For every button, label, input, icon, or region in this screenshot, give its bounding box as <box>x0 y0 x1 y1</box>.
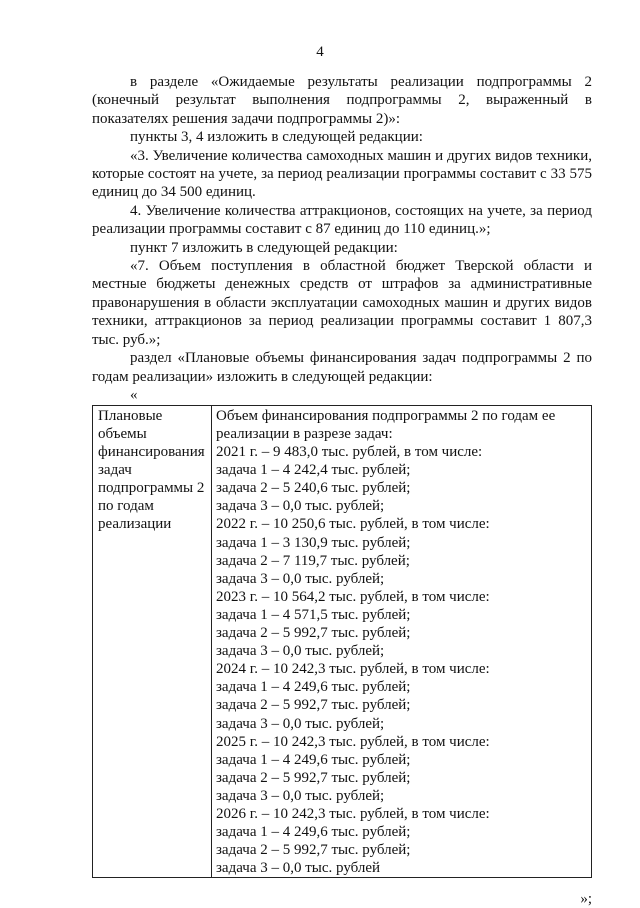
financing-line: задача 2 – 7 119,7 тыс. рублей; <box>216 552 410 569</box>
table-row <box>93 405 592 877</box>
open-quote: « <box>130 386 138 403</box>
financing-line: 2024 г. – 10 242,3 тыс. рублей, в том числе: <box>216 661 490 678</box>
financing-line: задача 1 – 4 571,5 тыс. рублей; <box>216 606 411 623</box>
heading-line: реализации <box>98 516 172 533</box>
heading-line: финансирования <box>98 444 205 461</box>
financing-line: 2026 г. – 10 242,3 тыс. рублей, в том числе: <box>216 805 490 822</box>
paragraph-section-results: в разделе «Ожидаемые результаты реализации подпрограммы 2 (конечный результат выполнения подпрограммы 2, выраженный в показателях решения задачи подпрограммы 2)»: <box>92 74 592 127</box>
financing-line: задача 3 – 0,0 тыс. рублей; <box>216 643 385 660</box>
financing-line: задача 2 – 5 992,7 тыс. рублей; <box>216 625 411 642</box>
paragraph-item-7-intro: пункт 7 изложить в следующей редакции: <box>130 239 398 256</box>
heading-line: задач <box>98 462 132 479</box>
financing-line: задача 3 – 0,0 тыс. рублей; <box>216 787 385 804</box>
financing-line: задача 3 – 0,0 тыс. рублей <box>216 860 381 877</box>
financing-line: задача 2 – 5 992,7 тыс. рублей; <box>216 769 411 786</box>
paragraph-item-3: «3. Увеличение количества самоходных машин и других видов техники, которые состоят на учете, за период реализации программы составит с 33 575 единиц до 34 500 единиц. <box>92 147 592 201</box>
financing-line: задача 1 – 4 249,6 тыс. рублей; <box>216 751 411 768</box>
financing-line: задача 3 – 0,0 тыс. рублей; <box>216 715 385 732</box>
paragraph-item-4: 4. Увеличение количества аттракционов, состоящих на учете, за период реализации программы составит с 87 единиц до 110 единиц.»; <box>92 202 592 238</box>
document-body <box>92 73 592 908</box>
heading-line: Плановые <box>98 407 163 424</box>
financing-line: задача 2 – 5 240,6 тыс. рублей; <box>216 480 411 497</box>
financing-line: 2022 г. – 10 250,6 тыс. рублей, в том числе: <box>216 516 490 533</box>
financing-line: задача 3 – 0,0 тыс. рублей; <box>216 498 385 515</box>
financing-line: задача 1 – 4 249,6 тыс. рублей; <box>216 824 411 841</box>
financing-line: задача 1 – 3 130,9 тыс. рублей; <box>216 534 411 551</box>
financing-line: задача 1 – 4 242,4 тыс. рублей; <box>216 462 411 479</box>
financing-line: задача 2 – 5 992,7 тыс. рублей; <box>216 842 411 859</box>
paragraph-item-7: «7. Объем поступления в областной бюджет Тверской области и местные бюджеты денежных средств от штрафов за административные правонарушения в области эксплуатации самоходных машин и других видов техники, аттракционов за период реализации программы составит 1 807,3 тыс. руб.»; <box>92 258 592 348</box>
financing-line: 2025 г. – 10 242,3 тыс. рублей, в том числе: <box>216 733 490 750</box>
page-number: 4 <box>316 44 324 60</box>
financing-line: задача 1 – 4 249,6 тыс. рублей; <box>216 679 411 696</box>
paragraph-section-financing: раздел «Плановые объемы финансирования задач подпрограммы 2 по годам реализации» изложить в следующей редакции: <box>92 350 592 385</box>
financing-line: Объем финансирования подпрограммы 2 по годам ее <box>216 407 556 424</box>
heading-line: объемы <box>98 426 147 442</box>
table-cell-financing <box>212 405 592 877</box>
financing-line: задача 3 – 0,0 тыс. рублей; <box>216 570 385 587</box>
financing-line: задача 2 – 5 992,7 тыс. рублей; <box>216 697 411 714</box>
financing-line: 2021 г. – 9 483,0 тыс. рублей, в том числе: <box>216 444 483 461</box>
financing-line: реализации в разрезе задач: <box>216 426 393 442</box>
close-quote: »; <box>580 891 592 908</box>
financing-line: 2023 г. – 10 564,2 тыс. рублей, в том числе: <box>216 588 490 605</box>
heading-line: по годам <box>98 498 154 515</box>
financing-table <box>92 405 592 878</box>
table-cell-heading <box>93 405 212 877</box>
paragraph-items-3-4: пункты 3, 4 изложить в следующей редакции: <box>130 129 423 146</box>
heading-line: подпрограммы 2 <box>98 480 205 497</box>
